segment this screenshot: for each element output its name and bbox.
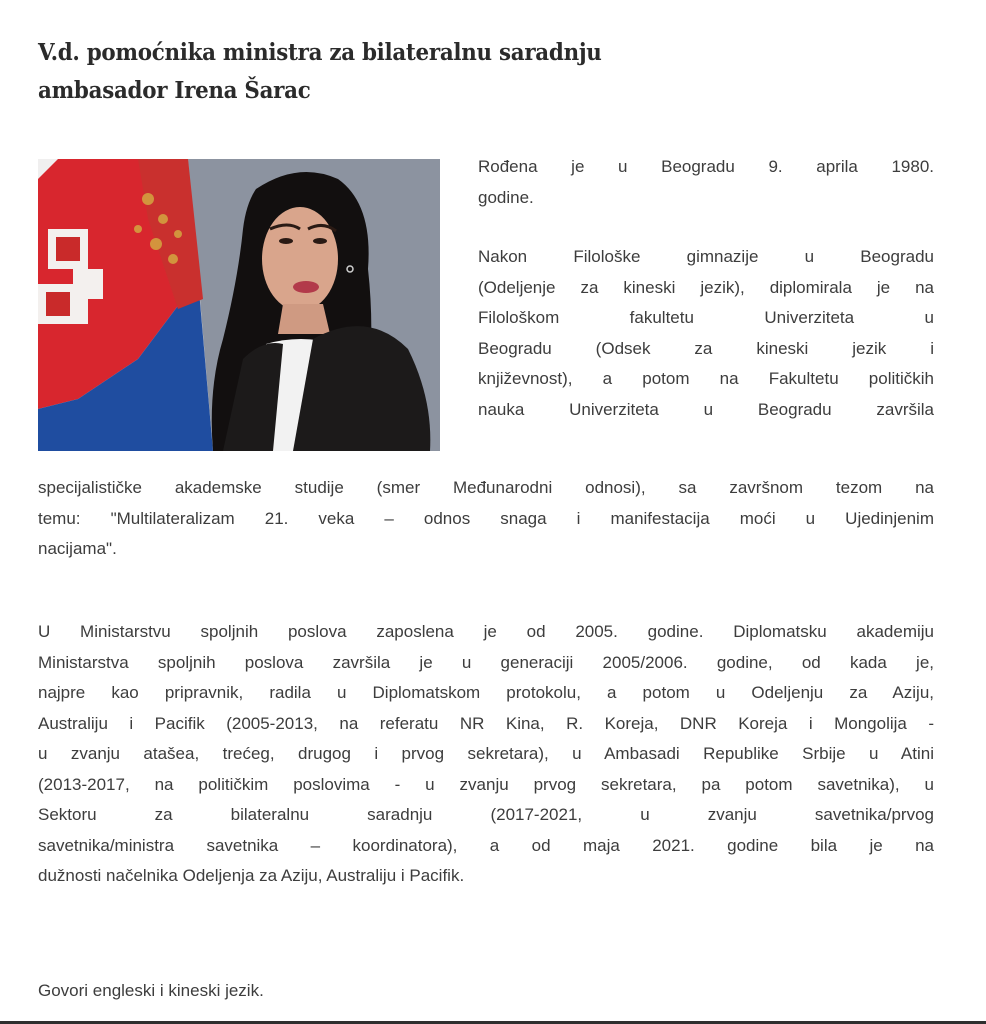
- title-line-name: ambasador Irena Šarac: [38, 77, 311, 104]
- education-line: temu: "Multilateralizam 21. veka – odnos snaga i manifestacija moći u Ujedinjenim: [38, 508, 934, 528]
- education-line: Beogradu (Odsek za kineski jezik i: [478, 338, 934, 358]
- career-line: (2013-2017, na političkim poslovima - u zvanju prvog sekretara, pa potom savetnika), u: [38, 774, 934, 794]
- career-line: Sektoru za bilateralnu saradnju (2017-2021, u zvanju savetnika/prvog: [38, 805, 934, 824]
- career-line: Australiju i Pacifik (2005-2013, na referatu NR Kina, R. Koreja, DNR Koreja i Mongolija -: [38, 713, 934, 733]
- languages-paragraph: [38, 976, 934, 1007]
- education-paragraph-start: [478, 242, 934, 425]
- career-line: dužnosti načelnika Odeljenja za Aziju, Australiju i Pacifik.: [38, 866, 465, 885]
- languages-line: Govori engleski i kineski jezik.: [38, 981, 264, 1000]
- birth-line: godine.: [478, 187, 534, 207]
- career-line: U Ministarstvu spoljnih poslova zaposlena je od 2005. godine. Diplomatsku akademiju: [38, 622, 934, 641]
- page-title: [38, 34, 782, 110]
- education-line: Nakon Filološke gimnazije u Beogradu: [478, 247, 934, 266]
- education-line: književnost), a potom na Fakultetu političkih: [478, 369, 934, 388]
- portrait-photo: [38, 159, 440, 451]
- career-line: najpre kao pripravnik, radila u Diplomatskom protokolu, a potom u Odeljenju za Aziju,: [38, 683, 934, 702]
- birth-paragraph: [478, 152, 934, 213]
- education-paragraph-end: [38, 473, 934, 565]
- education-line: nauka Univerziteta u Beogradu završila: [478, 399, 934, 419]
- education-line: specijalističke akademske studije (smer Međunarodni odnosi), sa završnom tezom na: [38, 478, 934, 497]
- education-line: nacijama".: [38, 539, 117, 558]
- education-line: (Odeljenje za kineski jezik), diplomirala je na: [478, 277, 934, 297]
- career-line: savetnika/ministra savetnika – koordinatora), a od maja 2021. godine bila je na: [38, 835, 934, 855]
- title-line-position: V.d. pomoćnika ministra za bilateralnu saradnju: [38, 39, 602, 66]
- education-line: Filološkom fakultetu Univerziteta u: [478, 308, 934, 327]
- bio-float-text: [478, 152, 934, 425]
- birth-line: Rođena je u Beogradu 9. aprila 1980.: [478, 157, 934, 176]
- portrait-image: [38, 159, 440, 451]
- career-paragraph: [38, 617, 934, 892]
- career-line: u zvanju atašea, trećeg, drugog i prvog sekretara), u Ambasadi Republike Srbije u Atini: [38, 744, 934, 763]
- career-line: Ministarstva spoljnih poslova završila je u generaciji 2005/2006. godine, od kada je,: [38, 652, 934, 672]
